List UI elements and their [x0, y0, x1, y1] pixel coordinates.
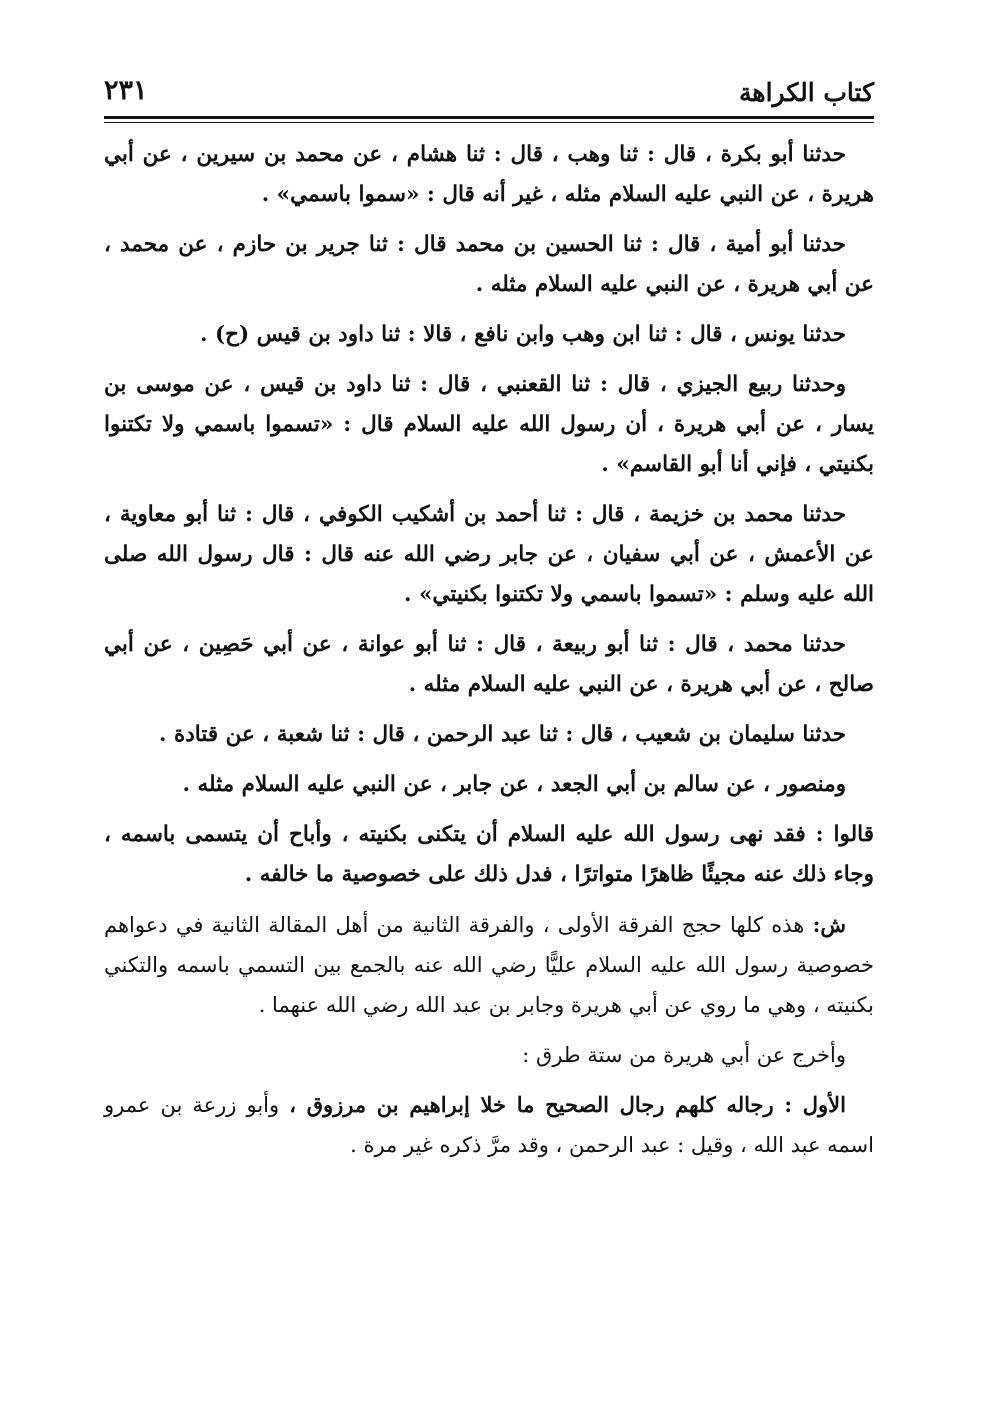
commentary-marker: ش:: [812, 912, 846, 937]
hadith-paragraph: حدثنا محمد ، قال : ثنا أبو ربيعة ، قال : ثنا أبو عوانة ، عن أبي حَصِين ، عن أبي صالح ، عن أبي هريرة ، عن النبي عليه السلام مثله .: [104, 632, 874, 697]
page-number: ٢٣١: [104, 75, 148, 106]
hadith-paragraph: حدثنا أبو بكرة ، قال : ثنا وهب ، قال : ثنا هشام ، عن محمد بن سيرين ، عن أبي هريرة ، عن النبي عليه السلام مثله ، غير أنه قال : «سموا باسمي» .: [104, 142, 874, 207]
hadith-paragraph: حدثنا أبو أمية ، قال : ثنا الحسين بن محمد قال : ثنا جرير بن حازم ، عن محمد ، عن أبي هريرة ، عن النبي عليه السلام مثله .: [104, 232, 874, 297]
chapter-title: كتاب الكراهة: [739, 78, 874, 107]
hadith-paragraph: حدثنا يونس ، قال : ثنا ابن وهب وابن نافع ، قالا : ثنا داود بن قيس (ح) .: [199, 322, 846, 347]
commentary-intro: [104, 905, 874, 1025]
hadith-paragraph: حدثنا محمد بن خزيمة ، قال : ثنا أحمد بن أشكيب الكوفي ، قال : ثنا أبو معاوية ، عن الأعمش ، عن أبي سفيان ، عن جابر رضي الله عنه قال : قال رسول الله صلى الله عليه وسلم : «تسموا باسمي ولا تكتنوا بكنيتي» .: [104, 502, 874, 607]
commentary-first-chain: [104, 1085, 874, 1165]
page-header: [104, 74, 874, 110]
hadith-paragraph: ومنصور ، عن سالم بن أبي الجعد ، عن جابر ، عن النبي عليه السلام مثله .: [182, 772, 846, 797]
hadith-paragraph: حدثنا سليمان بن شعيب ، قال : ثنا عبد الرحمن ، قال : ثنا شعبة ، عن قتادة .: [158, 722, 846, 747]
header-rule-thick: [104, 116, 874, 119]
hadith-conclusion: قالوا : فقد نهى رسول الله عليه السلام أن يتكنى بكنيته ، وأباح أن يتسمى باسمه ، وجاء ذلك عنه مجيئًا ظاهرًا متواترًا ، فدل ذلك على خصوصية ما خالفه .: [104, 822, 874, 887]
hadith-section: [104, 135, 874, 895]
book-page: [104, 74, 874, 1374]
header-rule-thin: [104, 122, 874, 123]
commentary-first-text: وأبو زرعة بن عمرو اسمه عبد الله ، وقيل : عبد الرحمن ، وقد مرَّ ذكره غير مرة .: [104, 1093, 874, 1157]
commentary-intro-text: هذه كلها حجج الفرقة الأولى ، والفرقة الثانية من أهل المقالة الثانية في دعواهم خصوصية رسول الله عليه السلام عليًّا رضي الله عنه بالجمع بين التسمي باسمه والتكني بكنيته ، وهي ما روي عن أبي هريرة وجابر بن عبد الله رضي الله عنهما .: [104, 913, 874, 1017]
hadith-paragraph: وحدثنا ربيع الجيزي ، قال : ثنا القعنبي ، قال : ثنا داود بن قيس ، عن موسى بن يسار ، عن أبي هريرة ، أن رسول الله عليه السلام قال : «تسموا باسمي ولا تكتنوا بكنيتي ، فإني أنا أبو القاسم» .: [104, 372, 874, 477]
commentary-transition: وأخرج عن أبي هريرة من ستة طرق :: [522, 1043, 846, 1067]
commentary-section: [104, 905, 874, 1165]
commentary-first-lead: الأول : رجاله كلهم رجال الصحيح ما خلا إبراهيم بن مرزوق ،: [289, 1092, 846, 1117]
